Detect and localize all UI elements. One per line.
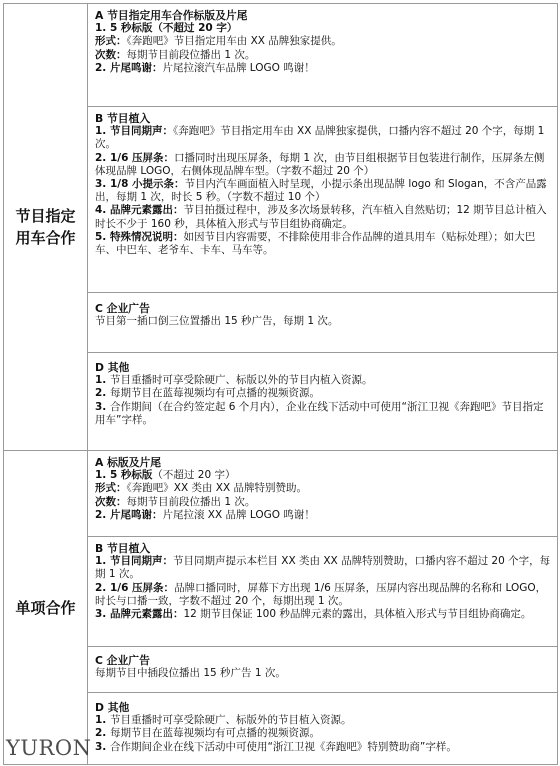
section-line: 1. 节目重播时可享受除硬广、标版以外的节目内植入资源。 <box>95 374 373 387</box>
group-designated-vehicle <box>4 4 557 451</box>
section-line: 2. 1/6 压屏条：品牌口播同时，屏幕下方出现 1/6 压屏条，压屏内容出现品牌的名称和 LOGO，时长与口播一致，字数不超过 20 个，每期出现 1 次。 <box>95 581 547 607</box>
section-title: A 节目指定用车合作标版及片尾 <box>95 9 248 22</box>
section-a <box>88 451 557 537</box>
section-title: D 其他 <box>95 701 130 714</box>
group-label <box>4 4 88 450</box>
section-line: 2. 每期节目在蓝莓视频均有可点播的视频资源。 <box>95 387 320 400</box>
section-line: 次数：每期节目前段位播出 1 次。 <box>95 48 256 61</box>
section-line: 3. 1/8 小提示条：节目内汽车画面植入时呈现，小提示条出现品牌 logo 和 Slogan，不含产品露出，每期 1 次，时长 5 秒。（字数不超过 10 个） <box>95 178 547 204</box>
section-line: 1. 5 秒标版（不超过 20 字） <box>95 469 236 482</box>
section-line: 1. 5 秒标版（不超过 20 字） <box>95 22 238 35</box>
section-line: 形式：《奔跑吧》XX 类由 XX 品牌特别赞助。 <box>95 482 308 495</box>
group-label-line1: 单项合作 <box>15 598 76 617</box>
section-line: 5. 特殊情况说明：如因节目内容需要，不排除使用非合作品牌的道具用车（贴标处理）；如大巴车、中巴车、老爷车、卡车、马车等。 <box>95 230 536 257</box>
section-line: 2. 片尾鸣谢：片尾拉滚 XX 品牌 LOGO 鸣谢！ <box>95 508 315 521</box>
group-label-line1: 节目指定 <box>15 207 76 225</box>
section-line: 2. 每期节目在蓝莓视频均有可点播的视频资源。 <box>95 727 320 740</box>
section-line: 次数：每期节目前段位播出 1 次。 <box>95 495 256 508</box>
section-line: 每期节目中插段位播出 15 秒广告 1 次。 <box>95 667 286 680</box>
section-b <box>88 107 557 293</box>
section-title: D 其他 <box>95 361 130 374</box>
section-title: A 标版及片尾 <box>95 456 162 469</box>
section-line: 1. 节目重播时可享受除硬广、标版外的节目植入资源。 <box>95 714 352 727</box>
section-c <box>88 647 557 693</box>
section-title: C 企业广告 <box>95 654 150 667</box>
section-line: 2. 1/6 压屏条：口播同时出现压屏条，每期 1 次，由节目组根据节目包装进行制作，压屏条左侧体现品牌 LOGO，右侧体现品牌车型。（字数不超过 20 个） <box>95 151 545 177</box>
group-sections <box>88 4 557 450</box>
group-label-line2: 用车合作 <box>15 229 76 247</box>
section-line: 1. 节目同期声：节目同期声提示本栏目 XX 类由 XX 品牌特别赞助，口播内容不超过 20 个字，每期 1 次。 <box>95 555 551 581</box>
section-line: 3. 合作期间（在合约签定起 6 个月内），企业在线下活动中可使用“浙江卫视《奔跑吧》节目指定用车”字样。 <box>95 400 544 426</box>
section-a <box>88 4 557 107</box>
group-sections <box>88 451 557 764</box>
section-line: 4. 品牌元素露出：节目拍摄过程中，涉及多次场景转移，汽车植入自然贴切；12 期节目总计植入时长不少于 160 秒，具体植入形式与节目组协商确定。 <box>95 204 547 230</box>
section-line: 节目第一插口倒三位置播出 15 秒广告，每期 1 次。 <box>95 315 339 328</box>
section-title: C 企业广告 <box>95 302 150 315</box>
section-title: B 节目植入 <box>95 542 151 555</box>
section-line: 3. 品牌元素露出：12 期节目保证 100 秒品牌元素的露出，具体植入形式与节目组协商确定。 <box>95 608 532 621</box>
watermark: YURON <box>6 736 92 760</box>
section-title: B 节目植入 <box>95 112 151 125</box>
section-line: 2. 片尾鸣谢：片尾拉滚汽车品牌 LOGO 鸣谢！ <box>95 61 315 74</box>
section-line: 3. 合作期间企业在线下活动中可使用“浙江卫视《奔跑吧》特别赞助商”字样。 <box>95 740 457 753</box>
group-single-item <box>4 451 557 764</box>
group-label <box>4 451 88 764</box>
section-d <box>88 353 557 450</box>
section-line: 形式：《奔跑吧》节目指定用车由 XX 品牌独家提供。 <box>95 35 342 48</box>
cooperation-table <box>3 3 558 765</box>
section-line: 1. 节目同期声：《奔跑吧》节目指定用车由 XX 品牌独家提供，口播内容不超过 20 个字，每期 1 次。 <box>95 125 545 151</box>
section-d <box>88 693 557 764</box>
section-c <box>88 293 557 353</box>
section-b <box>88 537 557 647</box>
